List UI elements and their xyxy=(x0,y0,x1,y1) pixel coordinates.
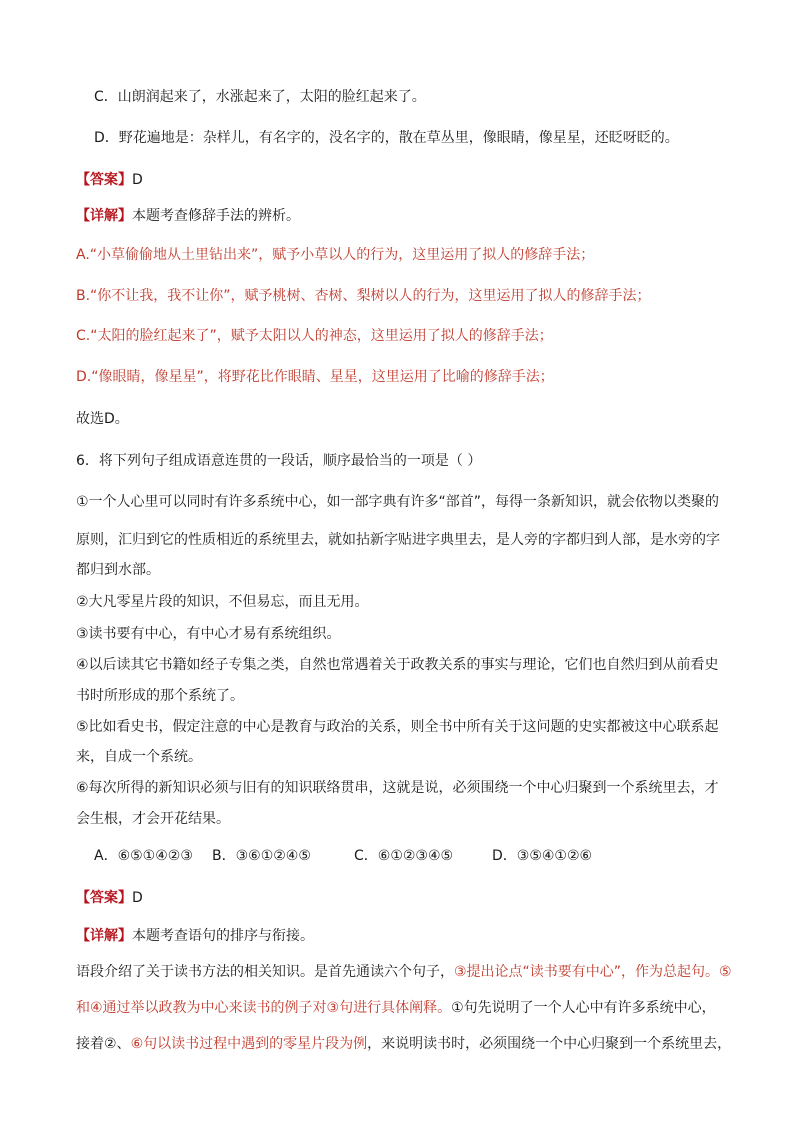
answer-tag: 【答案】 xyxy=(76,890,132,906)
sentence-4-line-1: ④以后读其它书籍如经子专集之类，自然也常遇着关于政教关系的事实与理论，它们也自然归到从前看史 xyxy=(76,657,719,673)
detail-1-intro xyxy=(76,206,300,226)
detail-1-line-b: B.“你不让我，我不让你”，赋予桃树、杏树、梨树以人的行为，这里运用了拟人的修辞手法； xyxy=(76,288,651,304)
detail-2-highlight: 和④通过举以政教为中心来读书的例子对③句进行具体阐释。 xyxy=(76,1000,452,1016)
detail-2-intro xyxy=(76,926,314,946)
detail-1-line-c: C.“太阳的脸红起来了”，赋予太阳以人的神态，这里运用了拟人的修辞手法； xyxy=(76,328,553,344)
choice-b: B．③⑥①②④⑤ xyxy=(212,848,311,864)
answer-tag: 【答案】 xyxy=(76,172,132,188)
detail-intro: 本题考查修辞手法的辨析。 xyxy=(132,208,300,224)
detail-1-line-a: A.“小草偷偷地从土里钻出来”，赋予小草以人的行为，这里运用了拟人的修辞手法； xyxy=(76,247,595,263)
sentence-4-line-2: 书时所形成的那个系统了。 xyxy=(76,688,244,704)
detail-2-text: ①句先说明了一个人心中有许多系统中心， xyxy=(451,1000,716,1016)
detail-2-line-2 xyxy=(76,998,716,1018)
detail-tag: 【详解】 xyxy=(76,928,132,944)
detail-1-conclusion: 故选D。 xyxy=(76,411,129,427)
detail-intro: 本题考查语句的排序与衔接。 xyxy=(132,928,314,944)
sentence-5-line-2: 来，自成一个系统。 xyxy=(76,749,202,765)
option-d: D．野花遍地是：杂样儿，有名字的，没名字的，散在草丛里，像眼睛，像星星，还眨呀眨的。 xyxy=(94,130,679,146)
detail-2-line-1 xyxy=(76,962,732,982)
sentence-1-line-2: 原则，汇归到它的性质相近的系统里去，就如拈新字贴进字典里去，是人旁的字都归到人部，是水旁的字 xyxy=(76,532,720,548)
detail-2-line-3 xyxy=(76,1034,731,1054)
detail-tag: 【详解】 xyxy=(76,208,132,224)
detail-1-line-d: D.“像眼睛，像星星”，将野花比作眼睛、星星，这里运用了比喻的修辞手法； xyxy=(76,369,554,385)
answer-value: D xyxy=(132,890,143,906)
detail-2-highlight: ⑥句以读书过程中遇到的零星片段为例 xyxy=(130,1036,368,1052)
choice-c: C．⑥①②③④⑤ xyxy=(354,848,454,864)
detail-2-text: ，来说明读书时，必须围绕一个中心归聚到一个系统里去， xyxy=(367,1036,732,1052)
option-c: C．山朗润起来了，水涨起来了，太阳的脸红起来了。 xyxy=(94,89,426,105)
detail-2-highlight: ③提出论点“读书要有中心”，作为总起句。⑤ xyxy=(454,964,732,980)
detail-2-text: 接着②、 xyxy=(76,1036,131,1052)
question-6-stem: 6．将下列句子组成语意连贯的一段话，顺序最恰当的一项是（ ） xyxy=(76,453,482,469)
sentence-1-line-3: 都归到水部。 xyxy=(76,562,160,578)
sentence-3: ③读书要有中心，有中心才易有系统组织。 xyxy=(76,626,341,642)
sentence-2: ②大凡零星片段的知识，不但易忘，而且无用。 xyxy=(76,594,369,610)
answer-2 xyxy=(76,888,143,908)
sentence-6-line-2: 会生根，才会开花结果。 xyxy=(76,811,230,827)
choice-a: A．⑥⑤①④②③ xyxy=(94,848,193,864)
choice-d: D．③⑤④①②⑥ xyxy=(492,848,593,864)
answer-1 xyxy=(76,170,143,190)
sentence-1-line-1: ①一个人心里可以同时有许多系统中心，如一部字典有许多“部首”，每得一条新知识，就会依物以类聚的 xyxy=(76,494,720,510)
detail-2-text: 语段介绍了关于读书方法的相关知识。是首先通读六个句子， xyxy=(76,964,454,980)
sentence-5-line-1: ⑤比如看史书，假定注意的中心是教育与政治的关系，则全书中所有关于这问题的史实都被这中心联系起 xyxy=(76,719,719,735)
answer-value: D xyxy=(132,172,143,188)
sentence-6-line-1: ⑥每次所得的新知识必须与旧有的知识联络贯串，这就是说，必须围绕一个中心归聚到一个系统里去，才 xyxy=(76,780,719,796)
